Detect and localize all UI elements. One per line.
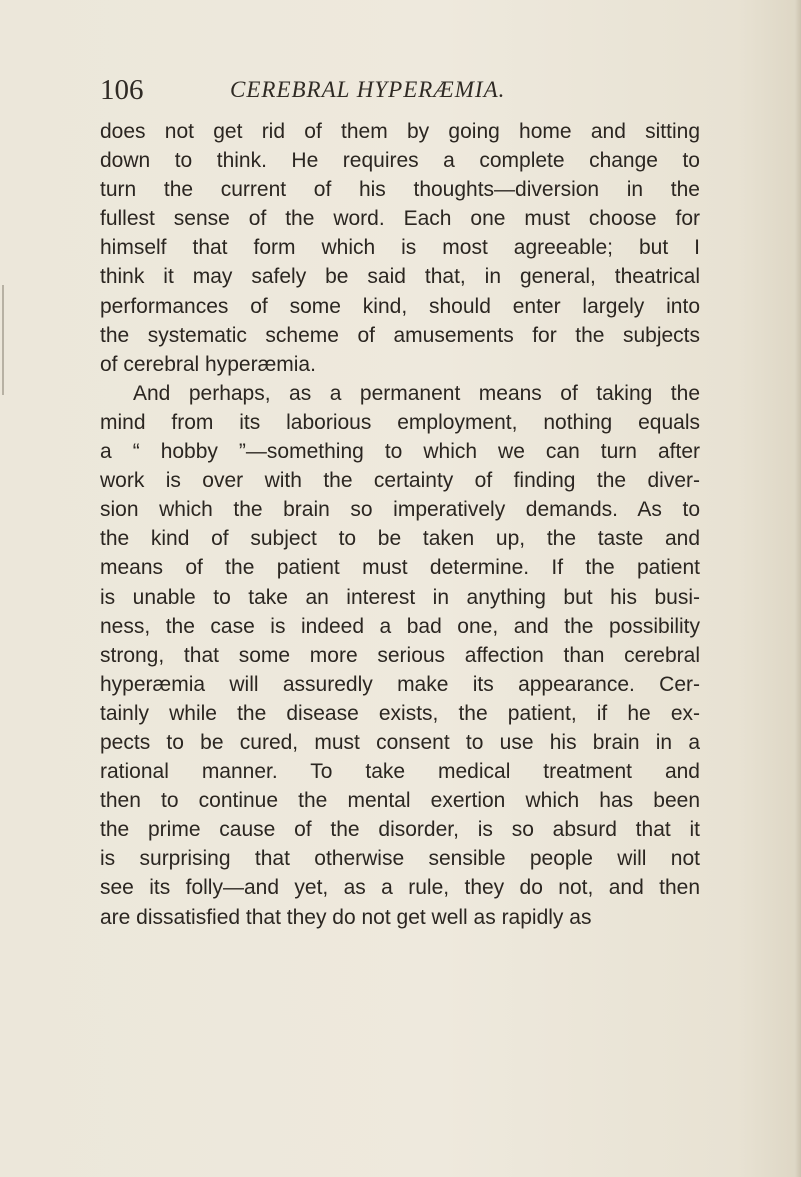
page-number: 106 (100, 74, 144, 106)
text-line: the systematic scheme of amusements for the subjects (100, 323, 700, 347)
text-line: down to think. He requires a complete change to (100, 149, 700, 173)
text-line: are dissatisfied that they do not get well as rapidly as (100, 905, 592, 929)
text-line: the kind of subject to be taken up, the taste and (100, 527, 700, 551)
page-header (100, 72, 700, 108)
text-line: strong, that some more serious affection than cerebral (100, 643, 700, 667)
text-line: work is over with the certainty of finding the diver- (100, 469, 700, 493)
text-line: means of the patient must determine. If the patient (100, 556, 700, 580)
text-line: is surprising that otherwise sensible people will not (100, 847, 700, 871)
text-line: rational manner. To take medical treatment and (100, 760, 700, 784)
paragraph-end-line: of cerebral hyperæmia. (100, 352, 316, 376)
text-line: sion which the brain so imperatively demands. As to (100, 498, 700, 522)
text-line: a “ hobby ”—something to which we can turn after (100, 440, 700, 464)
text-line: see its folly—and yet, as a rule, they do not, and then (100, 876, 700, 900)
body-text (100, 117, 700, 932)
text-line: is unable to take an interest in anything but his busi- (100, 585, 700, 609)
text-line: himself that form which is most agreeable; but I (100, 236, 700, 260)
page-crease-mark (2, 285, 4, 395)
text-line: pects to be cured, must consent to use his brain in a (100, 730, 700, 754)
text-line: does not get rid of them by going home and sitting (100, 120, 700, 143)
text-line: ness, the case is indeed a bad one, and the possibility (100, 614, 700, 638)
text-line: think it may safely be said that, in general, theatrical (100, 265, 700, 289)
text-line: then to continue the mental exertion which has been (100, 789, 700, 813)
text-line: fullest sense of the word. Each one must choose for (100, 207, 700, 231)
running-title: CEREBRAL HYPERÆMIA. (230, 77, 506, 102)
text-line: performances of some kind, should enter largely into (100, 294, 700, 318)
paragraph-start-line: And perhaps, as a permanent means of taking the (133, 381, 700, 405)
text-line: tainly while the disease exists, the patient, if he ex- (100, 701, 700, 725)
page-edge-shadow (795, 0, 801, 1177)
text-line: the prime cause of the disorder, is so absurd that it (100, 818, 700, 842)
text-line: mind from its laborious employment, nothing equals (100, 410, 700, 434)
text-line: turn the current of his thoughts—diversion in the (100, 178, 700, 202)
text-line: hyperæmia will assuredly make its appearance. Cer- (100, 672, 700, 696)
